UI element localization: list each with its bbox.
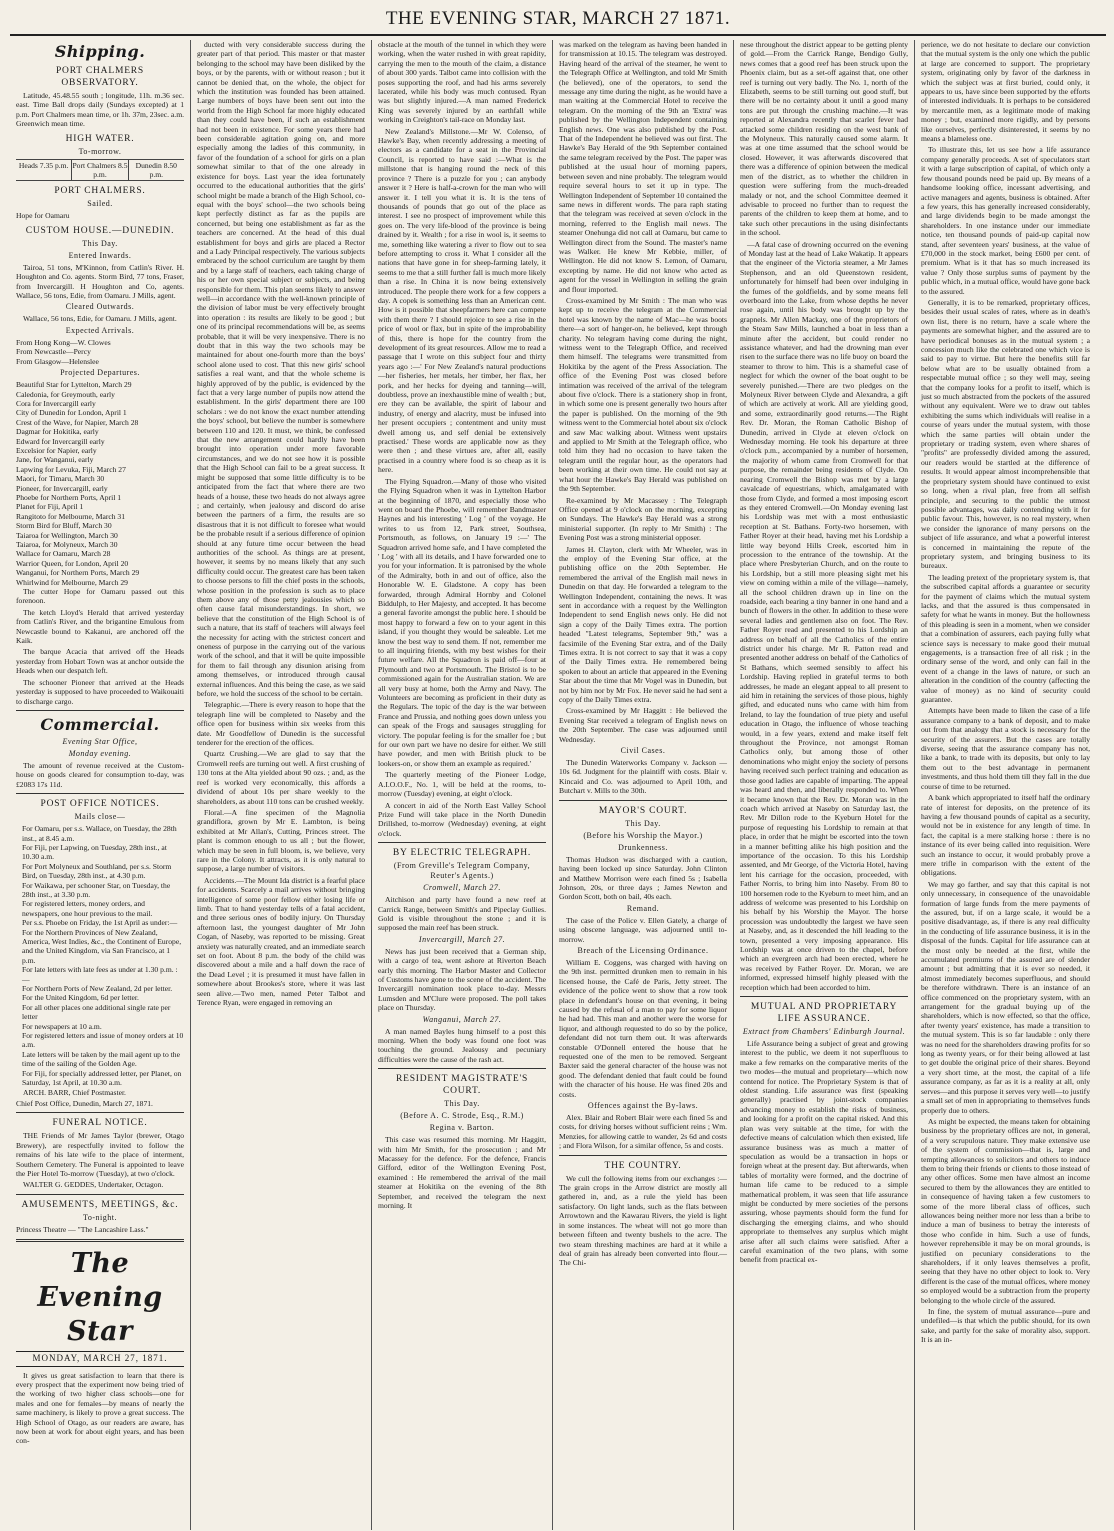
list-item: For the Northern Provinces of New Zealand, America, West Indies, &c., the Continent of Europe, and the United Kingdom, via San Francisco, at 1 p.m. bbox=[22, 927, 182, 965]
remand-heading: Remand. bbox=[626, 903, 660, 913]
civil-cases-text: The Dunedin Waterworks Company v. Jackson — 10s 6d. Judgment for the plaintiff with costs. Blair v. Kincaid and Co. was adjourned to April 10th, and Butchart v. Mills to the 30th. bbox=[559, 758, 727, 796]
concert-paragraph: A concert in aid of the North East Valley School Prize Fund will take place in the North Dunedin Drillshed, to-morrow (Wednesday) evening, at eight o'clock. bbox=[378, 800, 546, 838]
column-4 bbox=[553, 40, 734, 1530]
list-item: Whirlwind for Melbourne, March 29 bbox=[16, 577, 128, 587]
post-office-heading: POST OFFICE NOTICES. bbox=[40, 799, 160, 810]
column-5 bbox=[734, 40, 915, 1530]
list-item: From Glasgow—Helenslee bbox=[16, 356, 99, 366]
country-continued: nese throughout the district appear to be getting plenty of gold.—From the Carrick Range, Bendigo Gully, news comes that a good reef has been struck upon the Phoenix claim, but as a set-off against that, one other reef is turning out very badly. The No. 1, north of the Elizabeth, seems to be still turning out good stuff, but there will be no certainty about it until a good many tons are put through the crushing machine.—It was reported at Alexandra recently that scarlet fever had attacked some children residing on the west bank of the Molyneux. This naturally caused some alarm. It was at one time assumed that the school would be closed. However, it was afterwards discovered that there was a difference of opinion between the medical men of the district, as to whether the children in question were suffering from the much-dreaded malady or not, and the school Committee deemed it advisable to proceed no further than to request the parents of the children to keep them at home, and to take such other precautions in the using disinfectants in the school. bbox=[740, 40, 908, 238]
list-item: For registered letters and issue of money orders at 10 a.m. bbox=[22, 1031, 184, 1050]
shipping-para-4: The schooner Pioneer that arrived at the Heads yesterday is supposed to have proceeded to Waikouaiti to discharge cargo. bbox=[16, 677, 184, 706]
list-item: For registered letters, money orders, and newspapers, one hour previous to the mail. bbox=[22, 899, 153, 918]
accidents-paragraph: Accidents.—The Mount Ida district is a fearful place for accidents. Scarcely a mail arrives without bringing intelligence of some poor fellow either losing life or limb. That to hand yesterday tells of a fatal accident, and three serious ones of bodily injury. On Thursday afternoon last, the youngest daughter of Mr John Cogan, of Naseby, was reported to be missing. Great anxiety was naturally created, and an immediate search set on foot. About 8 p.m. the body of the child was discovered about a mile and a half down the race of the Dead Level ; it is presumed it must have fallen in somewhere about Brookes's store, where it was last seen alive.—Two men, named Peter Talbot and Terence Ryan, were engaged in removing an bbox=[197, 875, 365, 1008]
amusements-text: Princess Theatre — "The Lancashire Lass." bbox=[16, 1224, 149, 1234]
funeral-signature: WALTER G. GEDDES, Undertaker, Octagon. bbox=[23, 1180, 164, 1190]
list-item: Cora for Invercargill early bbox=[16, 398, 96, 408]
rm-before: (Before A. C. Strode, Esq., R.M.) bbox=[400, 1111, 524, 1121]
list-item: For late letters with late fees as under at 1.30 p.m. :— bbox=[22, 965, 178, 984]
list-item: Wanganui, for Northern Ports, March 29 bbox=[16, 568, 140, 578]
evening-star-nameplate: The Evening Star bbox=[37, 1248, 163, 1348]
divider bbox=[16, 1112, 184, 1113]
list-item: Beautiful Star for Lyttelton, March 29 bbox=[16, 380, 132, 390]
mutual-source: Extract from Chambers' Edinburgh Journal. bbox=[742, 1027, 906, 1037]
shipping-para-2: The ketch Lloyd's Herald that arrived yesterday from Catlin's River, and the brigantine Emulous from Newcastle bound to Kakanui, are anchored off the Kaik. bbox=[16, 607, 184, 646]
tide-table bbox=[16, 159, 184, 182]
shipping-title: Shipping. bbox=[54, 42, 146, 61]
mutual-para-4: The leading pretext of the proprietary system is, that the subscribed capital affords a guarantee or security for the payment of claims which the mutual system lacks, and that the assured is thus compensated in safety for what he wants in money. But the hollowness of this pleading is seen in a moment, when we consider that a combination of assurers, each paying fully what science says is necessary to make good their mutual engagements, is a transaction free of all risk ; in the ordinary sense of the word, and only can fail in the event of a change in the laws of nature, or such an alteration in the condition of the country (affecting the value of money) as no kind of security could guarantee. bbox=[921, 572, 1090, 705]
shipping-para-1: The cutter Hope for Oamaru passed out this forenoon. bbox=[16, 587, 184, 606]
mutual-para-8: As might be expected, the means taken for obtaining business by the proprietary offices are not, in general, of a very scrupulous nature. They make extensive use of the system of commission—that is, large and tempting allowances to solicitors and others to induce them to bring their friends or clients to those instead of any other offices. Some men have almost an income secured to them by the allowances they are entitled to in consequence of having taken a few customers to some of the more liberal class of offices, such allowances being neither more nor less than a bribe to induce a man of business to betray the interests of those who confide in him. Such a use of funds, however reprehensible it may be on moral grounds, is justified on pecuniary considerations to the shareholders, if it only leaves themselves a profit, seeing that they have no other object to look to. Very different is the case of the mutual offices, where money so employed would be a subtraction from the property belonging to the whole circle of the assured. bbox=[921, 1116, 1090, 1305]
rm-case-text: This case was resumed this morning. Mr Haggitt, with him Mr Smith, for the prosecution ; and Mr Macassey for the defence. For the defence, Francis Gifford, editor of the Wellington Evening Post, examined : He remembered the arrival of the mail steamer at Hokitika on the evening of the 8th September, and received the telegram the next morning. It bbox=[378, 1135, 546, 1211]
drunkenness-heading: Drunkenness. bbox=[618, 842, 668, 852]
list-item: Crest of the Wave, for Napier, March 28 bbox=[16, 417, 139, 427]
sailed-label: Sailed. bbox=[87, 199, 113, 209]
list-item: Wallace for Oamaru, March 28 bbox=[16, 549, 111, 559]
list-item: Excelsior for Napier, early bbox=[16, 445, 97, 455]
quartz-paragraph: Quartz Crushing.—We are glad to say that the Cromwell reefs are turning out well. A first crushing of 130 tons at the Alta yielded about 90 ozs. ; and, as the reef is worked very economically, this affords a dividend of about 10s per share weekly to the shareholders, as about 110 tons can be crushed weekly. bbox=[197, 749, 365, 806]
divider bbox=[378, 842, 546, 843]
rm-case-title: Regina v. Barton. bbox=[429, 1123, 495, 1133]
high-water-heading: HIGH WATER. bbox=[65, 133, 135, 144]
breach-heading: Breach of the Licensing Ordinance. bbox=[577, 945, 709, 955]
country-news: —A fatal case of drowning occurred on the evening of Monday last at the head of Lake Wakatip. It appears that the engineer of the Victoria steamer, a Mr James Stephenson, and an old Queenstown resident, unfortunately for himself had been over indulging in the fumes of the goldfields, and by some means fell overboard into the Lake, from whose depths he never rose again, until his body was brought up by the grapnels. Mr Allen Mackay, one of the proprietors of the Steam Saw Mills, launched a boat in less than a minute after the accident, but could render no assistance whatever, and had the drowning man ever risen to the surface there was no life buoy on board the steamer to throw to him. This is a shameful case of neglect for which the owner of the boat ought to be severely punished.—There are two pledges on the Molyneux River between Clyde and Alexandra, a gift of which are actively at work. All are yielding good, and some, extraordinarily good returns.—The Right Rev. Dr. Moran, the Roman Catholic Bishop of Dunedin, arrived in Clyde at eleven o'clock on Wednesday morning. He took his departure at three o'clock p.m., accompanied by a number of horsemen, the majority of whom came from Cromwell for that purpose, the remainder being residents of Clyde. On nearing Cromwell the Bishop was met by a large cavalcade of equestrians, which, amalgamated with those from Clyde, and formed a most imposing escort as they entered Cromwell.—On Monday evening last his Lordship was met with a most enthusiastic reception at St. Bathans. Forty-two horsemen, with Father Royer at their head, having met his Lordship a little way beyond Hills Creek, escorted him in procession to the entrance of the township. At the place where Presbyterian Church, and on the route to his Lordship, but a still more pleasing sight met his view on coming within a mile of the village—namely, all the school children drawn up in line on the roadside, each bearing a tiny banner in one hand and a bunch of flowers in the other. In addition to these were several ladies and gentlemen also on foot. The Rev. Father Royer read and presented to his Lordship an address on behalf of all the Catholics of the entire district under his charge. Mr R. Patton read and presented another address on behalf of the Catholics of St Bathans, which seemed sensibly to affect his Lordship. Having replied in grateful terms to both addresses, he made an elegant appeal to all present to aid him in retaining the services of those pious, highly gifted, and educated nuns who came with him from Ireland, to lay the foundation of true piety and useful education in Otago, the influence of whose teaching would, in a few years, extend and make itself felt throughout the Province, not amongst Roman Catholics only, but among those of other denominations who might enjoy the society of persons having received such perfect training and education as those good ladies are capable of imparting. The appeal was heard and then, and liberally responded to. When it became known that the Rev. Dr. Moran was in the coach which arrived at Naseby on Saturday last, the Rev. Mr Dillon rode to the Kyeburn Hotel for the purpose of requesting his Lordship to remain at that place, in order that he might be escorted into the town in a manner befitting alike his high position and the importance of the occasion. To this his Lordship assented, and Mr George, of the Victoria Hotel, having lent his carriage for the occasion, proceeded, with Father Norris, to bring him into Naseby. From 80 to 100 horsemen rode to the Kyeburn to meet him, and an address of welcome was presented to his Lordship on his behalf by his Worship the Mayor. The horse procession was undoubtedly the largest we have seen at Naseby, and, as it descended the hill leading to the town, presented a very imposing appearance. His Lordship was at once driven to the chapel, before which an evergreen arch had been erected, where he was received by Father Royer. Dr. Moran, we are informed, expressed himself highly pleased with the reception which had been accorded to him. bbox=[740, 239, 908, 992]
commercial-office: Evening Star Office, bbox=[62, 736, 138, 746]
entered-label: Entered Inwards. bbox=[68, 250, 132, 260]
mayors-court-heading: MAYOR'S COURT. bbox=[598, 805, 688, 816]
list-item: Warrior Queen, for London, April 20 bbox=[16, 558, 129, 568]
flying-squadron-paragraph: The Flying Squadron.—Many of those who visited the Flying Squadron when it was in Lyttelton Harbor at the beginning of 1870, and especially those who went on board the Phoebe, will remember Bandmaster Haynes and his interesting ' Log ' of the voyage. He writes to us from 12, Park street, Southsea, Portsmouth, as follows, on January 19 :—' The Squadron arrived home safe, and I have completed the ' Log ' with all its details, and I have forwarded one to you for your information. It is patronised by the whole of the Admiralty, both in and out of office, also the Honorable W. E. Gladstone. A copy has been forwarded, through Admiral Hornby and Colonel Biddulph, to Her Majesty, and accepted. It has become a general favorite amongst the public here. I should be most happy to forward a few on to your agent in this island, if you thought they would be saleable. Let me know the best way to send them. If not, remember me to all inquiring friends, with my best wishes for their future welfare. All the Squadron is paid off—four at Plymouth and two at Portsmouth. The Bristol is to be commissioned again for the Australian station. We are all very busy at home, both the Army and Navy. The Volunteers are becoming as proficient in their duty as the Regulars. The topic of the day is the war between France and Prussia, and nothing goes down unless you can speak of the Frogs and sausages struggling for victory. The popular feeling is for the smaller foe ; but for our own part we have no desire for either. We still have powder, and men with British pluck to be lookers-on, or show them an example as required.' bbox=[378, 476, 546, 768]
list-item: Edward for Invercargill early bbox=[16, 436, 105, 446]
sailed-text: Hope for Oamaru bbox=[16, 211, 70, 221]
mails-close-label: Mails close— bbox=[74, 812, 126, 822]
masthead bbox=[10, 4, 1106, 36]
projected-label: Projected Departures. bbox=[60, 368, 140, 378]
cleared-text: Wallace, 56 tons, Edie, for Oamaru. J Mills, agent. bbox=[23, 314, 177, 324]
list-item: Taiaroa for Wellington, March 30 bbox=[16, 530, 118, 540]
observatory-heading: PORT CHALMERS OBSERVATORY. bbox=[55, 66, 145, 88]
list-item: From Newcastle—Percy bbox=[16, 347, 91, 357]
list-item: Per s.s. Phoebe on Friday, the 1st April as under:— bbox=[22, 918, 178, 928]
drunkenness-text: Thomas Hudson was discharged with a caution, having been locked up since Saturday. John Clinton and Matthew Morrison were each fined 5s ; Isabella Johnson, 20s, or three days ; James Newton and Gordon Scott, both on bail, 40s each. bbox=[559, 854, 727, 902]
divider bbox=[740, 996, 908, 997]
commercial-title: Commercial. bbox=[40, 714, 160, 734]
case-continued: was marked on the telegram as having been handed in for transmission at 10.15. The telegram was destroyed. Having heard of the arrival of the steamer, he went to the Telegraph Office at Wellington, and told Mr Smith (he believed), one of the operators, to send the message any time during the night, as he would have a man waiting at the Commercial Hotel to receive the telegram. On the morning of the 9th an 'Extra' was published by the Wellington Independent containing English news. One was also published by the Post. That of the Independent he believed was out first. The Hawke's Bay Herald of the 9th September contained the same telegram received by the Post. The paper was published at the usual hour of morning papers, between seven and nine probably. The telegram would require several hours to set it up in type. The Wellington Independent of September 10 contained the same news in different words. The para raph stating that the telegram was received at seven o'clock in the morning, referred to the English mail news. The steamer Onehunga did not call at Oamaru, but came to Wellington direct from the Sound. The master's name was Walker. He knew Mr Kebbie, miller, of Wellington. He did not know S. Lemon, of Oamaru, excepting by name. He did not know who acted as agent for the vessel in Wellington in selling the grain and flour imported. bbox=[559, 40, 727, 294]
accidents-continued: obstacle at the mouth of the tunnel in which they were working, when the water rushed in with great rapidity, carrying the men to the mouth of the claim, a distance of about 300 yards. Talbot came into collision with the poses supporting the roof, and had his arms severely lacerated, while his body was much contused. Ryan was but slightly injured.—A man named Frederick King was severely injured by an earthfall while working in Creighton's tail-race on Monday last. bbox=[378, 40, 546, 125]
amusements-heading: AMUSEMENTS, MEETINGS, &c. bbox=[21, 1199, 179, 1210]
port-chalmers-heading: PORT CHALMERS. bbox=[54, 186, 146, 197]
mutual-para-9: In fine, the system of mutual assurance—pure and undefiled—is that which the public should, for its own sake, and partly for the sake of morality also, support. It is an in- bbox=[921, 1307, 1090, 1345]
funeral-text: THE Friends of Mr James Taylor (brewer, Otago Brewery), are respectfully invited to follow the remains of his late wife to the place of interment, Southern Cemetery. The Funeral is appointed to leave the Pier Hotel To-morrow (Tuesday), at two o'clock. bbox=[16, 1131, 184, 1178]
clayton-evidence: James H. Clayton, clerk with Mr Wheeler, was in the employ of the Evening Star office, at the publishing office on the 20th September. He remembered the arrival of the English mail news in Dunedin on that day. He forwarded a telegram to the Wellington Independent, containing the news. It was sent in accordance with a request by the Wellington Independent to send English news only. He did not sign a copy of the Daily Times extra. The portion headed "Latest telegrams, September 9th," was a facsimile of the Evening Star extra, and of the Daily Times extra. It is not correct to say that it was a copy of the Daily Times extra. He remembered being spoken to about an article that appeared in the Evening Star about the time that Mr Vogel was in Dunedin, but not by him nor by Mr Fox. He never said he had sent a copy of the Daily Times extra. bbox=[559, 544, 727, 705]
funeral-heading: FUNERAL NOTICE. bbox=[52, 1118, 148, 1129]
bylaws-text: Alex. Blair and Robert Blair were each fined 5s and costs, for driving horses without sufficient reins ; Wm. Menzies, for allowing cattle to wander, 2s 6d and costs ; and Flora Wilson, for a similar offence, 5s and costs. bbox=[559, 1113, 727, 1151]
this-day-label: This Day. bbox=[82, 238, 118, 248]
cross-examination: Cross-examined by Mr Smith : The man who was kept up to receive the telegram at the Commercial hotel was known by the name of Mac—he was boots there—a sort of hanger-on, he believed, kept through charity. No telegram having come during the night, witness went to the Telegraph Office, and received them himself. The telegrams were transmitted from Hokitika by the agent of the Press Association. The office of the Evening Post was closed before intimation was received of the arrival of the telegram about five o'clock. There is a stationery shop in front, in which some one is present generally two hours after the paper is published. On the morning of the 9th witness went to the Commercial hotel about six o'clock and saw Mac walking about. Witness went upstairs and applied to Mr Smith at the Telegraph office, who told him they had no occasion to have taken the telegram until the regular hour, as the operators had been working at their own time. He could not say at what hour the Hawke's Bay Herald was published on the 9th September. bbox=[559, 295, 727, 494]
editorial-start: It gives us great satisfaction to learn that there is every prospect that the experiment now being tried of the working of two higher class schools—one for males and one for females—by means of nearly the same machinery, is likely to prove a great success. The High School of Otago, as our readers are aware, has now been at work for about eight years, and has been con- bbox=[16, 1370, 184, 1446]
list-item: City of Dunedin for London, April 1 bbox=[16, 408, 127, 418]
mutual-continued: perience, we do not hesitate to declare our conviction that the mutual system is the only one which the public at large are concerned to support. The proprietary system, originating only by favor of the darkness in which the subject was at first buried, could only, it appears to us, have since been supported by the efforts of interested individuals. It is perhaps to be considered by mercantile men, as a legitimate mode of making money ; but, examined more rigidly, and by persons like ourselves, perfectly disinterested, it seems by no means a blameless one. bbox=[921, 40, 1090, 144]
remand-text: The case of the Police v. Ellen Gately, a charge of using obscene language, was adjourned until to-morrow. bbox=[559, 915, 727, 944]
re-examination: Re-examined by Mr Macassey : The Telegraph Office opened at 9 o'clock on the morning, excepting on Sundays. The Hawke's Bay Herald was a strong ministerial supporter. (In reply to Mr Smith) : The Evening Post was a strong ministerial opposer. bbox=[559, 495, 727, 543]
millstone-paragraph: New Zealand's Millstone.—Mr W. Colenso, of Hawke's Bay, when recently addressing a meeting of electors as a candidate for a seat in the Provincial Council, is reported to have said :—What is the millstone that is hanging round the neck of this province ? There is a puzzle for you ; can anybody answer it ? Here is half-a-crown for the man who will answer it. I tell you what it is. It is the tens of thousands of pounds that go out of the place as interest. I see no prospect of improvement while this goes on. The very life-blood of the province is being drained by it. Wealth ; for a rise in wool is, it seems to me, something like watering a river to flow out to sea before attempting to cross it. What I consider all the nations that have gone in for sheep-farming lately, it seems to me that a still further fall is much more likely than a rise. In China it is now being extensively introduced. The people there work for a few coppers a day. A copek is something less than an American cent. How is it possible that sheepfarmers here can compete with them there ? I should rejoice to see a rise in the price of wool or flax, but in spite of the improbability of this, there is hope for the country from the development of its great resources. Allow me to read a passage that I wrote on this subject four and thirty years ago :—' For New Zealand's natural productions—her fisheries, her metals, her timber, her flax, her pork, and her hecks for dyeing and tanning—will, doubtless, prove an inexhaustible mine of wealth ; but, ere they can be available, the spirit of labour and industry, of energy and alacrity, must be infused into her present occupiers ; contentment and unity must dwell among us, and self denial be extensively practised.' These words are applicable now as they were then ; and these virtues are, after all, easily practised in a country where food is so cheap as it is here. bbox=[378, 126, 546, 475]
tonight-label: To-night. bbox=[83, 1212, 117, 1222]
floral-paragraph: Floral.—A fine specimen of the Magnolia grandiflora, grown by Mr E. Lambton, is being exhibited at Mr Allan's, Cutting, Princes street. The plant is common enough to us all ; but the flower, which may be seen in full bloom, is, we believe, very rare in the Colony. It attracts, as it is only natural to suppose, a large number of visitors. bbox=[197, 807, 365, 874]
tide-heads: Heads 7.35 p.m. bbox=[16, 160, 72, 181]
shipping-para-3: The barque Acacia that arrived off the Heads yesterday from Hobart Town was at anchor outside the Heads when our despatch left. bbox=[16, 647, 184, 676]
customs-heading: CUSTOM HOUSE.—DUNEDIN. bbox=[25, 225, 175, 236]
dateline-wanganui: Wanganui, March 27. bbox=[422, 1014, 502, 1024]
expected-list bbox=[16, 338, 184, 366]
mutual-para-2: To illustrate this, let us see how a life assurance company generally proceeds. A set of speculators start it with a large subscription of capital, of which only a few thousand pounds need be paid up. By means of a handsome looking office, incessant advertising, and active managers and agents, business is obtained. After a few years, this has generally increased considerably, and large dividends begin to be made amongst the shareholders. In one instance under our immediate notice, ten thousand pounds of paid-up capital now stand, after seventeen years' business, at the value of £70,000 in the stock market, being £600 per cent. of premium. What is it that has so much increased its value ? Only those surplus sums of payment by the public which, in a mutual office, would have gone back to the assured. bbox=[921, 145, 1090, 296]
list-item: Storm Bird for Bluff, March 30 bbox=[16, 521, 112, 531]
list-item: For the United Kingdom, 6d per letter. bbox=[22, 993, 139, 1003]
divider bbox=[16, 1194, 184, 1195]
observatory-text: Latitude, 45.48.55 south ; longitude, 11h. m.36 sec. east. Time Ball drops daily (Sundays excepted) at 1 p.m. Port Chalmers mean time, or 1h. 37m, 23sec. a.m. Greenwich mean time. bbox=[16, 91, 184, 129]
country-text: We cull the following items from our exchanges :— The grain crops in the Arrow district are mostly all gathered in, and, as a rule the yield has been satisfactory. On light lands, such as the flats between Arrowtown and the Kawarau Rivers, the yield is light in some instances. The wheat will not go more than between fifteen and twenty bushels to the acre. The two steam threshing machines are hard at it while a deal of grain has already been converted into flour.—The Chi- bbox=[559, 1173, 727, 1268]
list-item: Jane, for Wanganui, early bbox=[16, 455, 94, 465]
postmaster-signature: ARCH. BARR, Chief Postmaster. bbox=[23, 1087, 126, 1097]
civil-cases-heading: Civil Cases. bbox=[620, 746, 666, 756]
divider bbox=[559, 800, 727, 801]
commercial-date: Monday evening. bbox=[68, 748, 132, 758]
cleared-label: Cleared Outwards. bbox=[65, 302, 135, 312]
entered-text: Tairoa, 51 tons, M'Kinnon, from Catlin's River. H. Houghton and Co. agents. Storm Bird, 77 tons, Fraser, from Invercargill. H Houghton and Co, agents. Wallace, 56 tons, Edie, from Oamaru. J Mills, agent. bbox=[16, 262, 184, 301]
rm-this-day: This Day. bbox=[444, 1099, 480, 1109]
mutual-text: Life Assurance being a subject of great and growing interest to the public, we deem it not superfluous to make a few remarks on the comparative merits of the two modes—the mutual and proprietary—which now contend for notice. The Proprietary System is that of oldest standing. Life assurance was first (speaking generally) practised by joint-stock companies advancing money to establish the risks of business, and looking for a profit on the capital risked. And this plan was very suitable at the time, for with the defective means of calculation which then existed, life assurance business was as much a matter of speculation as would be a transaction in hops or foreign wheat at the present day. But afterwards, when tables of mortality were formed, and the doctrine of human life came to be reduced to a simple mathematical problem, it was seen that life assurance might be conducted by mere societies of the persons assuring, whose payments should form the fund for discharging the emerging claims, and who should appropriate to themselves any surplus which might arise after all such claims were satisfied. After a careful examination of the two plans, with some benefit from practical ex- bbox=[740, 1039, 908, 1265]
mutual-para-6: A bank which appropriated to itself half the ordinary rate of interest for deposits, on the pretence of its having a few thousand pounds of capital as a security, would not be in existence for any length of time. In fact, the capital is a mere stalking horse : there is no instance of its ever being called into requisition. Were such an instance to occur, it would probably prove a mere trifle in comparison with the extent of the obligations. bbox=[921, 793, 1090, 878]
divider bbox=[16, 1239, 184, 1242]
list-item: Caledonia, for Greymouth, early bbox=[16, 389, 115, 399]
expected-label: Expected Arrivals. bbox=[65, 325, 135, 335]
columns bbox=[10, 40, 1106, 1530]
tide-dunedin: Dunedin 8.50 p.m. bbox=[135, 160, 177, 180]
telegram-wanganui: A man named Bayles hung himself to a post this morning. When the body was found one foot was touching the ground. Jealousy and pecuniary difficulties were the cause of the rash act. bbox=[378, 1026, 546, 1064]
list-item: For Fiji, per Lapwing, on Tuesday, 28th inst., at 10.30 a.m. bbox=[22, 842, 167, 862]
mutual-heading: MUTUAL AND PROPRIETARY LIFE ASSURANCE. bbox=[750, 1002, 898, 1025]
list-item: Pioneer, for Invercargill, early bbox=[16, 483, 108, 493]
divider bbox=[378, 1068, 546, 1069]
post-office-footer: Chief Post Office, Dunedin, March 27, 1871. bbox=[16, 1098, 153, 1108]
haggitt-cross: Cross-examined by Mr Haggitt : He believed the Evening Star received a telegram of English news on the 20th September. The case was adjourned until Wednesday. bbox=[559, 706, 727, 744]
list-item: Lapwing for Levuka, Fiji, March 27 bbox=[16, 464, 126, 474]
bylaws-heading: Offences against the By-laws. bbox=[587, 1101, 699, 1111]
telegraphic-paragraph: Telegraphic.—There is every reason to hope that the telegraph line will be completed to Naseby and the office open for business within six weeks from this date. Mr Goodfellow of Dunedin is the successful tenderer for the erection of the offices. bbox=[197, 700, 365, 748]
list-item: From Hong Kong—W. Clowes bbox=[16, 337, 111, 347]
projected-list bbox=[16, 380, 184, 587]
list-item: Late letters will be taken by the mail agent up to the time of the sailing of the Golden Age. bbox=[22, 1049, 180, 1069]
rm-court-heading: RESIDENT MAGISTRATE'S COURT. bbox=[395, 1074, 529, 1097]
divider bbox=[559, 1155, 727, 1156]
column-3 bbox=[372, 40, 553, 1530]
tide-port-chalmers: Port Chalmers 8.5 p.m. bbox=[72, 160, 128, 180]
list-item: Taiaroa, for Molyneux, March 30 bbox=[16, 540, 118, 549]
column-2 bbox=[191, 40, 372, 1530]
list-item: For Fiji, for specially addressed letter, per Planet, on Saturday, 1st April, at 10.30 a.m. bbox=[22, 1068, 182, 1088]
editorial-continued: ducted with very considerable success during the greater part of that period. This master or that master belonging to the school may have been disliked by the boys, or by the parents, with or without reason ; but it cannot be denied that, on the whole, the object for which the institution was founded has been attained. Large numbers of boys have been sent out into the world from the High School far more highly educated than they could have been, if such an establishment had not been in existence. For some years there had been considerable agitation going on, and more especially among the ladies of this community, in favor of the foundation of a school for girls on a plan somewhat similar to that of the one already in existence for boys. Last year the idea fortunately occurred to the educational authorities that the girls' school might be made a branch of the High School, co-equal with the boys' school—the two schools being kept perfectly distinct as far as the pupils are concerned, but being one establishment as far as the teachers are concerned. At the head of this dual establishment for boys and girls are placed a Rector and a Lady Principal respectively. The various subjects embraced by the school curriculum are taught by them and by a large staff of teachers, each taking charge of his or her own special subject or subjects, and being responsible for them. This plan seems likely to answer well—in accordance with the well-known principle of the division of labor must be very effectively brought into operation : its results are likely to be good ; but one of its principal recommendations will be, as seems probable, that it will be very inexpensive. There is no doubt that in this way the two schools may be maintained for about one-fourth more than the boys' school alone used to cost. That this new girls' school satisfies a real want, and that the whole scheme is highly approved of by the public, is evidenced by the fact that a very large number of pupils now attend the establishment. In the girls' department there are 100 scholars : we do not know the exact number attending the boys' school, but believe the number is somewhere between 110 and 120. It must, we think, be confessed that the new arrangement could hardly have been brought into operation under more favorable circumstances, and we do not see how it is possible that the High School can fail to be a great success. It might be supposed that some little difficulty is to be anticipated from the fact that where there are two heads of a house, these two heads do not always agree ; and certainly, when jealousy and discord do arise between the partners of a firm, the results are so disastrous that it is not difficult to foresee what would be the probable result if a serious difference of opinion should at any future time occur between the head authorities of the school. As things are at present, however, it seems by no means likely that any such difficulty could occur. The greatest care has been taken to choose persons to fill the chief posts in the schools, whose position in the profession is such as to place them above any of those petty jealousies which so often cause fatal misunderstandings. In short, we believe that the constitution of the High School is of such a nature, that its staff of teachers will always feel the necessity for acting with the strictest concert and oneness of purpose in the carrying out of the various work of the school, and that it will be quite impossible for them to fail through any disunion arising from among themselves, or introduced through causal external influences. And this being the case, as we said before, we hold the success of the school to be certain. bbox=[197, 40, 365, 699]
mayor-this-day: This Day. bbox=[625, 818, 661, 828]
list-item: Planet for Fiji, April 1 bbox=[16, 502, 84, 512]
telegram-invercargill: News has just been received that a German ship, with a cargo of tea, went ashore at Riverton Beach early this morning. The Harbor Master and Collector of Customs have gone to the scene of the accident. The Invercargill nomination took place to-day. Messrs Lumsden and M'Clure were proposed. The poll takes place on Thursday. bbox=[378, 946, 546, 1013]
list-item: Dagmar for Hokitika, early bbox=[16, 427, 99, 437]
telegraph-heading: BY ELECTRIC TELEGRAPH. bbox=[392, 848, 532, 859]
dateline-invercargill: Invercargill, March 27. bbox=[418, 934, 506, 944]
telegraph-source: (From Greville's Telegram Company, Reuter's Agents.) bbox=[393, 861, 531, 881]
mayor-before: (Before his Worship the Mayor.) bbox=[583, 830, 703, 840]
list-item: For Port Molyneux and Southland, per s.s. Storm Bird, on Tuesday, 28th inst., at 4.30 p.m. bbox=[22, 861, 172, 881]
divider bbox=[16, 710, 184, 711]
list-item: For Oamaru, per s.s. Wallace, on Tuesday, the 28th inst., at 8.45 a.m. bbox=[22, 824, 177, 843]
list-item: For all other places one additional single rate per letter bbox=[22, 1002, 171, 1022]
list-item: For Northern Ports of New Zealand, 2d per letter. bbox=[22, 984, 173, 994]
column-1 bbox=[10, 40, 191, 1530]
telegram-cromwell: Aitchison and party have found a new reef at Carrick Range, between Smith's and Pipeclay Gullies. Gold is visible throughout the stone ; and it is supposed the main reef has been struck. bbox=[378, 895, 546, 933]
commercial-text: The amount of revenue received at the Custom-house on goods cleared for consumption to-day, was £2083 17s 11d. bbox=[16, 760, 184, 789]
divider bbox=[16, 793, 184, 794]
dateline-cromwell: Cromwell, March 27. bbox=[423, 883, 501, 893]
list-item: Rangitoto for Melbourne, March 31 bbox=[16, 511, 126, 521]
column-6 bbox=[915, 40, 1096, 1530]
list-item: For Waikawa, per schooner Star, on Tuesday, the 28th inst., at 3.30 p.m. bbox=[22, 880, 171, 899]
list-item: Maori, for Timaru, March 30 bbox=[16, 474, 105, 484]
list-item: Phoebe for Northern Ports, April 1 bbox=[16, 492, 122, 502]
lodge-paragraph: The quarterly meeting of the Pioneer Lodge, A.I.O.O.F., No. 1, will be held at the rooms, to-morrow (Tuesday) evening, at eight o'clock. bbox=[378, 770, 546, 799]
list-item: For newspapers at 10 a.m. bbox=[22, 1021, 102, 1031]
mutual-para-7: We may go farther, and say that this capital is not only unnecessary, in consequence of the unavoidable formation of large funds from the mere payments of the assured, but, if on a large scale, it would be a positive disadvantage, as, if there is any real difficulty in the conducting of life assurance business, it is in the disposal of the funds. Capital for life assurance can at the most only be needed at the first, while the accumulated premiums of the assured are of slender amount ; but admitting that it is ever so needed, it almost immediately becomes superfluous, and should be therefore withdrawn. There is an instance of an office commenced on the proprietary system, with an arrangement for the gradual buying up of the shareholders, which is now effected, so that the office, after twenty years' existence, has made a transition to the mutual system. This is so far laudable : only there was no need for the shareholders drawing profits for so long as twenty years, or for their being allowed at last to get double the original price of their shares. Beyond a very short time, at the most, the capital of a life assurance company, as far as it is a reality at all, only serves—and this purpose it serves very well—to justify a small set of men in appropriating to themselves funds properly due to others. bbox=[921, 879, 1090, 1115]
tomorrow-label: To-morrow. bbox=[78, 146, 122, 156]
masthead-title: THE EVENING STAR, MARCH 27 1871. bbox=[385, 8, 731, 29]
post-office-list bbox=[16, 824, 184, 1087]
mutual-para-3: Generally, it is to be remarked, proprietary offices, besides their usual scales of rates, where as in death's own list, there is no return, have a scale where the payments are somewhat higher, and the assured are to have periodical bonuses as in the mutual system ; a concession much like the celebrated one which vice is said to pay to virtue. But here the benefits still far below what are to be usually obtained from a respectable mutual office ; so they well may, seeing that the company looks for a profit to itself, which is just so much abstracted from the pockets of the assured without any equivalent. Were we to draw out tables exhibiting the sums which individuals will realise in a course of years under the mutual system, with those which the same parties will obtain under the proprietary or trading system, even where shares of "profits" are professedly divided among the assured, our readers would be startled at the difference of results. It would appear almost incomprehensible that the proprietary system should have continued to exist so long, when a rival plan, free from all selfish principle, and securing to the public the utmost possible advantages, was daily contending with it for public favour. This, however, is no real mystery, when we consider the ignorance of many persons on the subject of life assurance, and what a powerful interest is concerned in maintaining the repute of the proprietary system, and bringing business to its bureaux. bbox=[921, 297, 1090, 571]
country-heading: THE COUNTRY. bbox=[604, 1160, 682, 1171]
mutual-para-5: Attempts have been made to liken the case of a life assurance company to a bank of deposit, and to make out from that analogy that a stock is necessary for the security of the assurers. But the cases are totally diverse, seeing that the assurance company has not, like a bank, to trade with its deposits, but only to lay them out to the best advantage in permanent investments, and thus hold them till they fall in the due course of time to be returned. bbox=[921, 706, 1090, 791]
breach-text: William E. Coggens, was charged with having on the 9th inst. permitted drunken men to remain in his licensed house, the Café de Paris, Jetty street. The evidence of the police went to show that a row took place in defendant's house on that evening, it being caused by the refusal of a man to pay for some liquor he had had. This man and another were the worse for liquor, and although requested to do so by the police, defendant did not turn them out. It was afterwards constable O'Donnell entered the house that he requested one of the men to be removed. Sergeant Baxter said the general character of the house was not good. The defendant denied that fault could be found with the character of his house. He was fined 20s and costs. bbox=[559, 957, 727, 1099]
date-bar: MONDAY, MARCH 27, 1871. bbox=[16, 1351, 184, 1366]
